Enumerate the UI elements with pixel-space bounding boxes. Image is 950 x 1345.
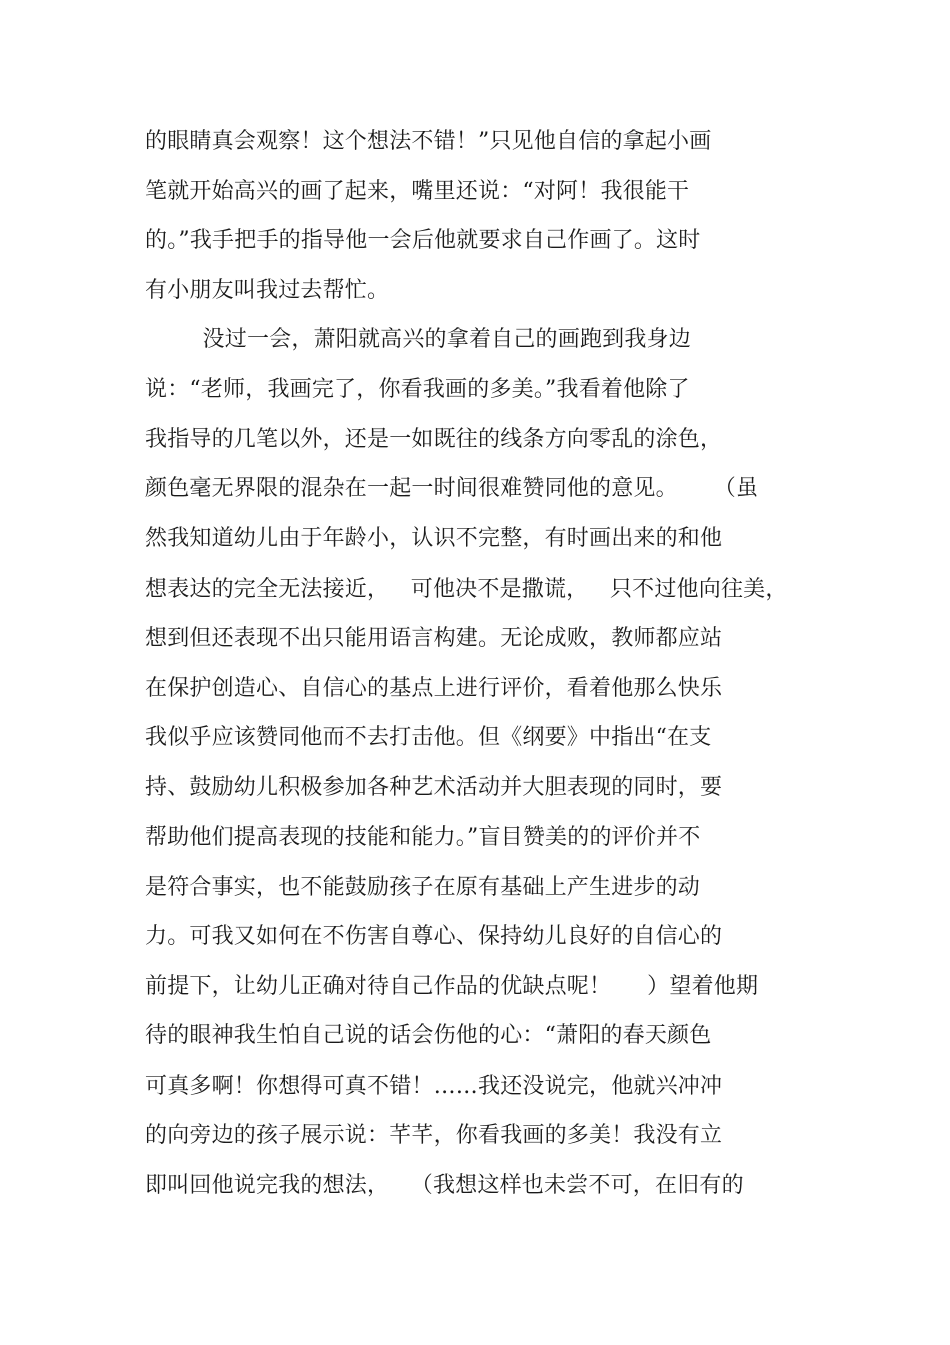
text-line: 持、鼓励幼儿积极参加各种艺术活动并大胆表现的同时，要 [145,775,723,800]
text-line: 帮助他们提高表现的技能和能力。”盲目赞美的的评价并不 [145,825,701,850]
text-line: 力。可我又如何在不伤害自尊心、保持幼儿良好的自信心的 [145,924,723,949]
text-line: 待的眼神我生怕自己说的话会伤他的心：“萧阳的春天颜色 [145,1023,712,1048]
text-line: 可真多啊！你想得可真不错！……我还没说完，他就兴冲冲 [145,1074,723,1099]
text-line: 前提下，让幼儿正确对待自己作品的优缺点呢！ ）望着他期 [145,974,759,999]
text-line: 说：“老师，我画完了，你看我画的多美。”我看着他除了 [145,377,690,402]
text-line: 没过一会，萧阳就高兴的拿着自己的画跑到我身边 [145,327,691,352]
text-line: 我指导的几笔以外，还是一如既往的线条方向零乱的涂色， [145,427,723,452]
text-line: 即叫回他说完我的想法， （我想这样也未尝不可，在旧有的 [145,1173,744,1198]
text-line: 有小朋友叫我过去帮忙。 [145,278,390,303]
text-line: 在保护创造心、自信心的基点上进行评价，看着他那么快乐 [145,676,723,701]
text-line: 想表达的完全无法接近， 可他决不是撒谎， 只不过他向往美， [145,577,788,602]
text-line: 颜色毫无界限的混杂在一起一时间很难赞同他的意见。 （虽 [145,476,759,501]
text-line: 笔就开始高兴的画了起来，嘴里还说：“对阿！我很能干 [145,179,690,204]
text-line: 的。”我手把手的指导他一会后他就要求自己作画了。这时 [145,228,701,253]
text-line: 是符合事实，也不能鼓励孩子在原有基础上产生进步的动 [145,875,701,900]
text-line: 我似乎应该赞同他而不去打击他。但《纲要》中指出“在支 [145,725,712,750]
text-line: 然我知道幼儿由于年龄小，认识不完整，有时画出来的和他 [145,526,723,551]
text-line: 的向旁边的孩子展示说：芊芊，你看我画的多美！我没有立 [145,1123,723,1148]
text-line: 的眼睛真会观察！这个想法不错！”只见他自信的拿起小画 [145,129,712,154]
text-line: 想到但还表现不出只能用语言构建。无论成败，教师都应站 [145,626,723,651]
